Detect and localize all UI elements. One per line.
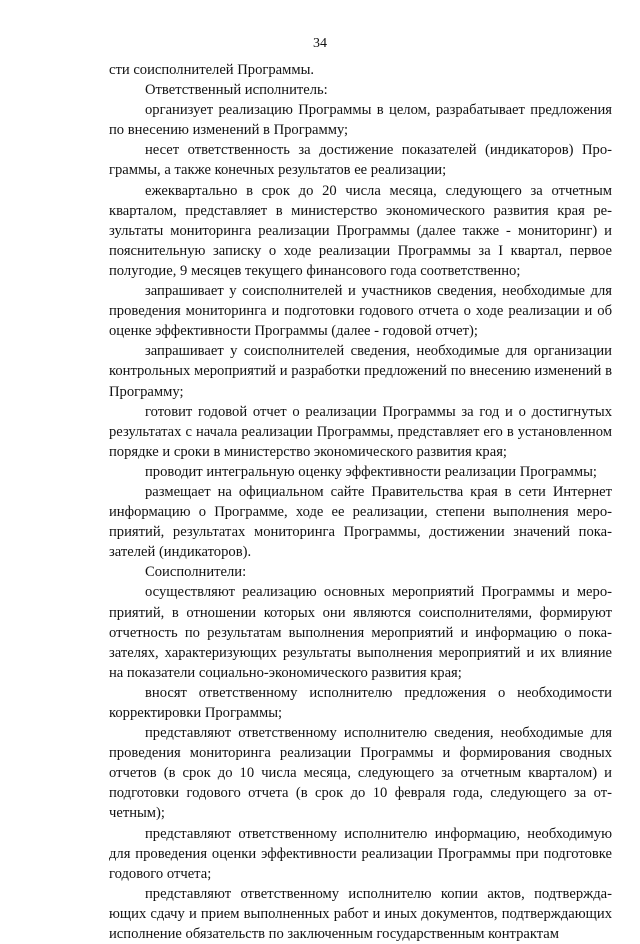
page-number: 34 (313, 36, 327, 51)
document-body (109, 60, 612, 944)
paragraph: вносят ответственному исполнителю предложения о необходимости корректировки Программы; (109, 684, 612, 721)
paragraph-co-executors-heading: Соисполнители: (145, 564, 247, 581)
paragraph: запрашивает у соисполнителей и участников сведения, необходимые для проведения мониторинга и подготовки годового отчета о ходе реализации и об оценке эффективности Программы (далее - годовой отчет); (109, 283, 612, 340)
paragraph: запрашивает у соисполнителей сведения, необходимые для организации контрольных мероприятий и разработки предложений по внесению изменений в Программу; (109, 343, 612, 400)
paragraph: представляют ответственному исполнителю копии актов, подтверждающих сдачу и прием выполненных работ и иных документов, подтверждающих исполнение обязательств по заключенным государственным контрактам (109, 885, 612, 943)
paragraph: готовит годовой отчет о реализации Программы за год и о достигнутых результатах с начала реализации Программы, представляет его в установленном порядке и сроки в министерство экономического развития края; (109, 403, 612, 460)
paragraph-responsible-executor-heading: Ответственный исполнитель: (145, 82, 328, 99)
paragraph: осуществляют реализацию основных мероприятий Программы и мероприятий, в отношении которых они являются соисполнителями, формируют отчетность по результатам выполнения мероприятий и информацию о показателях, характеризующих результаты выполнения мероприятий и их влияние на показатели социально-экономического развития края; (109, 584, 612, 681)
paragraph: ежеквартально в срок до 20 числа месяца, следующего за отчетным кварталом, представляет в министерство экономического развития края результаты мониторинга реализации Программы (далее также - мониторинг) и пояснительную записку о ходе реализации Программы за I квартал, первое полугодие, 9 месяцев текущего финансового года соответственно; (109, 182, 612, 279)
paragraph: представляют ответственному исполнителю сведения, необходимые для проведения мониторинга реализации Программы и формирования сводных отчетов (в срок до 10 числа месяца, следующего за отчетным кварталом) и подготовки годового отчета (в срок до 10 февраля года, следующего за отчетным); (109, 725, 612, 822)
paragraph-continuation: сти соисполнителей Программы. (109, 62, 315, 78)
paragraph: представляют ответственному исполнителю информацию, необходимую для проведения оценки эффективности реализации Программы при подготовке годового отчета; (109, 825, 612, 882)
paragraph: размещает на официальном сайте Правительства края в сети Интернет информацию о Программе, ходе ее реализации, степени выполнения мероприятий, результатах мониторинга Программы, достижении значений показателей (индикаторов). (109, 483, 612, 561)
paragraph: проводит интегральную оценку эффективности реализации Программы; (145, 463, 597, 480)
paragraph: несет ответственность за достижение показателей (индикаторов) Программы, а также конечных результатов ее реализации; (109, 142, 612, 179)
paragraph: организует реализацию Программы в целом, разрабатывает предложения по внесению изменений в Программу; (109, 102, 612, 139)
